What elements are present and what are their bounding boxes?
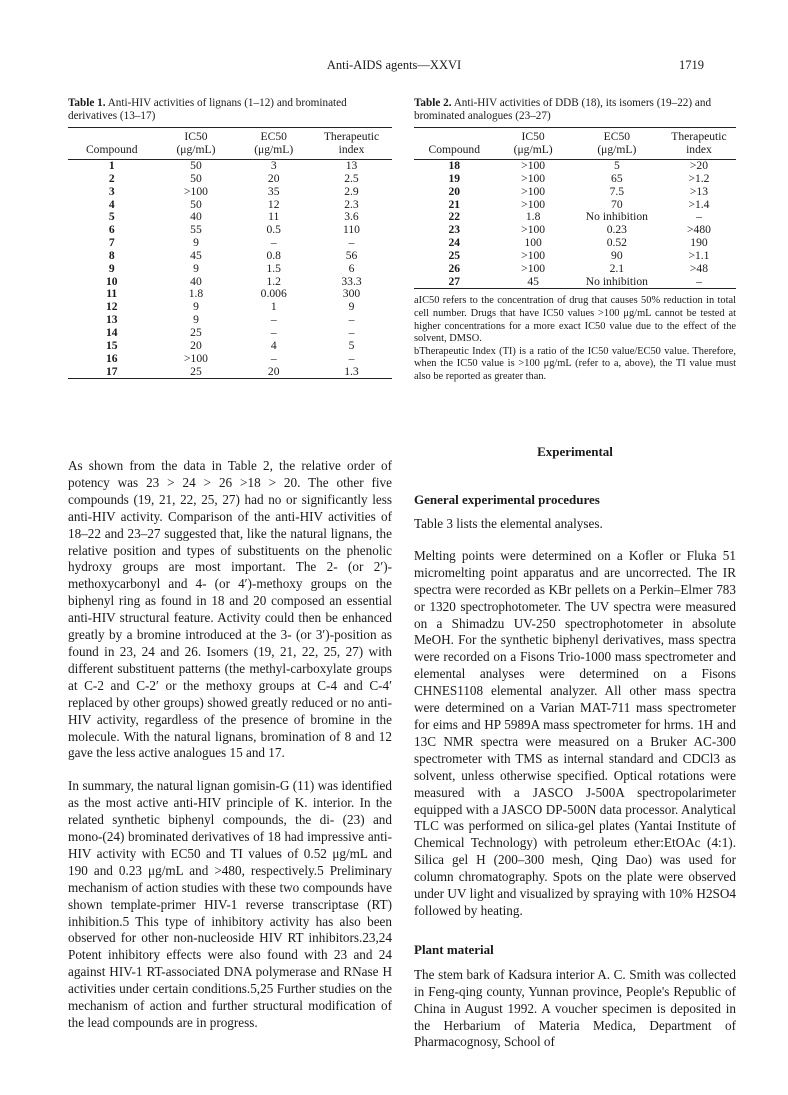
table1-row xyxy=(68,353,392,366)
table1-col-ti xyxy=(311,128,392,160)
table1-ti-cell: 1.3 xyxy=(344,364,359,378)
table1-caption-text: Anti-HIV activities of lignans (1–12) and brominated derivatives (13–17) xyxy=(68,97,347,122)
table1-ti-cell: 13 xyxy=(345,159,358,172)
table2-col-ec50-top: EC50 xyxy=(603,130,631,143)
table1-ti-cell: 300 xyxy=(342,287,361,301)
table2-ic50-cell: >100 xyxy=(521,261,546,275)
table1-ec50-cell: – xyxy=(270,325,277,339)
table2-ic50-cell: 45 xyxy=(527,274,539,288)
table2 xyxy=(414,127,736,289)
table2-ic50-cell: 1.8 xyxy=(525,210,541,224)
table1-compound-cell: 13 xyxy=(105,313,118,327)
table2-col-ti-top: Therapeutic xyxy=(671,130,727,143)
table2-col-ti-bottom: index xyxy=(686,143,712,156)
table1-ti-cell: – xyxy=(348,351,355,365)
table1-ec50-cell: 1 xyxy=(270,300,277,314)
table1-ic50-cell: 20 xyxy=(190,338,202,352)
table2-caption-text: Anti-HIV activities of DDB (18), its isomers (19–22) and brominated analogues (23–27) xyxy=(414,97,712,122)
table2-body xyxy=(414,160,736,289)
table1-ic50-cell: 40 xyxy=(190,274,202,288)
table1-compound-cell: 4 xyxy=(108,197,115,211)
table1-compound-cell: 15 xyxy=(105,338,118,352)
table2-ic50-cell: >100 xyxy=(521,184,546,198)
table2-header-row xyxy=(414,128,736,160)
table1-ec50-cell: 1.2 xyxy=(266,274,281,288)
table1-compound-cell: 17 xyxy=(105,364,118,378)
table1-col-ec50 xyxy=(236,128,311,160)
table1-ti-cell: 110 xyxy=(343,223,360,237)
table1-ec50-cell: – xyxy=(270,236,277,250)
table1-compound-cell: 12 xyxy=(105,300,118,314)
table1-ic50-cell: >100 xyxy=(184,184,208,198)
table1-ti-cell: 2.3 xyxy=(344,197,359,211)
table2-compound-cell: 18 xyxy=(448,159,461,172)
table2-col-compound: Compound xyxy=(428,143,481,156)
table2-row xyxy=(414,250,736,263)
table1-col-ic50 xyxy=(155,128,236,160)
table1-row xyxy=(68,237,392,250)
table1-ic50-cell: 1.8 xyxy=(188,287,204,301)
right-column-text xyxy=(414,444,736,1051)
table1-ic50-cell: 50 xyxy=(190,197,202,211)
table1-col-ec50-top: EC50 xyxy=(260,130,287,143)
table1-ti-cell: 2.5 xyxy=(344,171,359,185)
table1-compound-cell: 5 xyxy=(108,210,115,224)
table2-ic50-cell: >100 xyxy=(521,197,546,211)
table2-ec50-cell: 0.23 xyxy=(606,223,627,237)
table2-ti-cell: – xyxy=(696,274,702,288)
table1-col-compound: Compound xyxy=(85,143,138,156)
table1-ti-cell: 2.9 xyxy=(344,184,359,198)
table1-row xyxy=(68,173,392,186)
table2-compound-cell: 26 xyxy=(448,261,461,275)
table2-ic50-cell: >100 xyxy=(521,223,546,237)
plant-material-heading: Plant material xyxy=(414,941,494,957)
table1-ti-cell: 5 xyxy=(348,338,355,352)
table1-compound-cell: 1 xyxy=(108,159,115,172)
table1-col-ic50-unit: (μg/mL) xyxy=(176,143,216,156)
table1-ti-cell: – xyxy=(348,325,355,339)
table2-row xyxy=(414,237,736,250)
table2-ec50-cell: 7.5 xyxy=(609,184,625,198)
table2-footnotes xyxy=(414,295,736,383)
table2-caption-label: Table 2. xyxy=(414,97,452,109)
table2-row xyxy=(414,186,736,199)
right-paragraph-2: Melting points were determined on a Kofler or Fluka 51 micromelting point apparatus and are uncorrected. The IR spectra were recorded as KBr pellets on a Perkin–Elmer 783 or 1320 spectrophotometer. The UV spectra were measured on a Shimadzu UV-250 spectrophotometer in absolute MeOH. For the synthetic biphenyl derivatives, mass spectra were recorded on a Fisons Trio-1000 mass spectrometer and elemental analyses were determined on a Fisons CHNES1108 elemental analyzer. All other mass spectra were determined on a Varian MAT-711 mass spectrometer for eims and HP 5989A mass spectrometer for hrms. 1H and 13C NMR spectra were measured on a Bruker AC-300 spectrometer with TMS as internal standard and CDCl3 as solvent, unless otherwise specified. Optical rotations were measured with a JASCO J-500A spectropolarimeter equipped with a JASCO DP-500N data processor. Analytical TLC was performed on silica-gel plates (Yantai Institute of Chemical Technology) with petroleum ether:EtOAc (4:1). Silica gel H (200–300 mesh, Qing Dao) was used for column chromatography. Spots on the plate were observed under UV light and visualized by spraying with 10% H2SO4 followed by heating. xyxy=(414,547,736,918)
table1-compound-cell: 9 xyxy=(108,261,115,275)
table2-ti-cell: – xyxy=(696,210,702,224)
table1-ic50-cell: 9 xyxy=(193,313,199,327)
right-paragraph-1: Table 3 lists the elemental analyses. xyxy=(414,516,603,531)
table1-ti-cell: – xyxy=(348,313,355,327)
table2-col-ic50 xyxy=(495,128,572,160)
table2-ec50-cell: 0.52 xyxy=(606,236,627,250)
table2-compound-cell: 22 xyxy=(448,210,461,224)
table1-ec50-cell: 35 xyxy=(267,184,280,198)
table1-ic50-cell: 50 xyxy=(190,159,202,172)
table1-ti-cell: 33.3 xyxy=(341,274,362,288)
table1-ti-cell: 3.6 xyxy=(344,210,359,224)
table2-row xyxy=(414,160,736,173)
table2-compound-cell: 25 xyxy=(448,248,461,262)
table2-ti-cell: >48 xyxy=(689,261,709,275)
table2-ec50-cell: No inhibition xyxy=(585,210,648,224)
table2-row xyxy=(414,276,736,289)
table1-caption-label: Table 1. xyxy=(68,97,106,109)
table1-ec50-cell: 3 xyxy=(270,159,277,172)
table1-ti-cell: 56 xyxy=(345,248,358,262)
table2-compound-cell: 27 xyxy=(448,274,461,288)
table1-ic50-cell: 50 xyxy=(190,171,202,185)
table1-ti-cell: – xyxy=(348,236,355,250)
table1-col-ic50-top: IC50 xyxy=(184,130,208,143)
table1-ec50-cell: 12 xyxy=(267,197,280,211)
table2-ti-cell: 190 xyxy=(690,236,708,250)
table2-ic50-cell: >100 xyxy=(521,159,546,172)
table1-row xyxy=(68,366,392,379)
table1-ec50-cell: 20 xyxy=(267,364,280,378)
table2-ic50-cell: >100 xyxy=(521,171,546,185)
table2-compound-cell: 20 xyxy=(448,184,461,198)
table1-ec50-cell: 0.006 xyxy=(260,287,287,301)
table2-compound-cell: 21 xyxy=(448,197,461,211)
left-paragraph-2: In summary, the natural lignan gomisin-G (11) was identified as the most active anti-HIV principle of K. interior. In the related synthetic biphenyl compounds, the di- (23) and mono-(24) brominated derivatives of 18 had impressive anti-HIV activity with EC50 and TI values of 0.52 μg/mL and 190 and 0.23 μg/mL and >480, respectively.5 Preliminary mechanism of action studies with these two compounds have shown template-primer HIV-1 reverse transcriptase (RT) inhibition.5 This type of inhibitory activity has also been observed for other non-nucleoside HIV RT inhibitors.23,24 Potent inhibitory effects were also found with 23 and 24 against HIV-1 RT-associated DNA polymerase and RNase H activities under certain conditions.5,25 Further studies on the mechanism of action and further structural modification of the lead compounds are in progress. xyxy=(68,778,392,1030)
table2-ec50-cell: 70 xyxy=(611,197,623,211)
table1-caption xyxy=(68,97,392,123)
table1-ic50-cell: 9 xyxy=(193,300,199,314)
table2-col-ti xyxy=(662,128,736,160)
table2-row xyxy=(414,263,736,276)
table2-row xyxy=(414,173,736,186)
table1-ic50-cell: 40 xyxy=(190,210,202,224)
table2-row xyxy=(414,224,736,237)
table1-row xyxy=(68,250,392,263)
left-column-text xyxy=(68,458,392,1032)
table1-header-row xyxy=(68,128,392,160)
table1-compound-cell: 7 xyxy=(108,236,115,250)
table2-ti-cell: >1.2 xyxy=(688,171,710,185)
table1-ic50-cell: 25 xyxy=(190,364,202,378)
table1-ic50-cell: 9 xyxy=(193,236,199,250)
table1-ic50-cell: 55 xyxy=(190,223,202,237)
table2-col-ec50-unit: (μg/mL) xyxy=(597,143,637,156)
table1-row xyxy=(68,340,392,353)
table2-ec50-cell: 5 xyxy=(613,159,620,172)
running-title: Anti-AIDS agents—XXVI xyxy=(326,58,462,72)
page-header xyxy=(0,58,788,78)
table1-compound-cell: 3 xyxy=(108,184,115,198)
table1-ic50-cell: 45 xyxy=(190,248,202,262)
table2-ec50-cell: 2.1 xyxy=(609,261,625,275)
table2-ec50-cell: 65 xyxy=(611,171,623,185)
table2-ti-cell: >480 xyxy=(686,223,711,237)
table2-ti-cell: >20 xyxy=(689,159,709,172)
table1-ec50-cell: – xyxy=(270,351,277,365)
table1-ec50-cell: 4 xyxy=(270,338,277,352)
table1 xyxy=(68,127,392,379)
table1-ic50-cell: 25 xyxy=(190,325,202,339)
table1-ic50-cell: 9 xyxy=(193,261,199,275)
table2-ec50-cell: No inhibition xyxy=(585,274,648,288)
table2-row xyxy=(414,199,736,212)
table2-ti-cell: >1.1 xyxy=(688,248,710,262)
table1-col-ec50-unit: (μg/mL) xyxy=(254,143,294,156)
table2-col-ec50 xyxy=(572,128,662,160)
table1-row xyxy=(68,186,392,199)
table2-ic50-cell: >100 xyxy=(521,248,546,262)
table1-compound-cell: 11 xyxy=(106,287,118,301)
table1-ic50-cell: >100 xyxy=(184,351,208,365)
table1-ti-cell: 9 xyxy=(348,300,355,314)
table1-ec50-cell: 20 xyxy=(267,171,280,185)
table1-col-ti-top: Therapeutic xyxy=(323,130,380,143)
left-paragraph-1: As shown from the data in Table 2, the relative order of potency was 23 > 24 > 26 >18 > 20. The other five compounds (19, 21, 22, 25, 27) had no or significantly less anti-HIV activity. Comparison of the anti-HIV activities of 18–22 and 23–27 suggested that, like the natural lignans, the relative position and types of substituents on the phenolic hydroxy groups are most important. The 2- (or 2′)-methoxycarbonyl and 4- (or 4′)-methoxy groups on the biphenyl ring as found in 18 and 20 composed an essential anti-HIV structural feature. Activity could then be enhanced greatly by a bromine introduced at the 3- (or 3′)-position as found in 23, 24 and 26. Isomers (19, 21, 22, 25, 27) with different substituent patterns (the methyl-carboxylate groups at C-2 and C-2′ or the methoxy groups at C-4 and C-4′ replaced by other groups) showed greatly reduced or no anti-HIV activity, regardless of the presence of bromine in the molecule. With the natural lignans, bromination of 8 and 12 gave the less active analogues 15 and 17. xyxy=(68,458,392,761)
table2-footnote-a: aIC50 refers to the concentration of drug that causes 50% reduction in total cell number. Drugs that have IC50 values >100 μg/mL cannot be tested at higher concentrations for a more exact IC50 value due to the effect of the solvent, DMSO. xyxy=(414,295,736,345)
table1-block xyxy=(68,97,392,379)
table2-ec50-cell: 90 xyxy=(611,248,623,262)
table1-compound-cell: 2 xyxy=(108,171,115,185)
table1-row xyxy=(68,160,392,173)
table2-block xyxy=(414,97,736,384)
table1-compound-cell: 8 xyxy=(108,248,115,262)
table1-col-ti-bottom: index xyxy=(338,143,365,156)
table1-body xyxy=(68,160,392,379)
table1-row xyxy=(68,263,392,276)
table1-ec50-cell: 1.5 xyxy=(266,261,281,275)
table2-ti-cell: >13 xyxy=(689,184,709,198)
table1-ti-cell: 6 xyxy=(348,261,355,275)
table2-col-ic50-top: IC50 xyxy=(521,130,545,143)
page-number: 1719 xyxy=(679,58,704,72)
table2-footnote-b: bTherapeutic Index (TI) is a ratio of the IC50 value/EC50 value. Therefore, when the IC50 value is >100 μg/mL (refer to a, above), the TI value must also be reported as greater than. xyxy=(414,345,736,382)
table2-ic50-cell: 100 xyxy=(524,236,542,250)
table2-compound-cell: 24 xyxy=(448,236,461,250)
table1-compound-cell: 10 xyxy=(105,274,118,288)
table1-ec50-cell: 0.8 xyxy=(266,248,281,262)
right-paragraph-3: The stem bark of Kadsura interior A. C. Smith was collected in Feng-qing county, Yunnan province, People's Republic of China in August 1992. A voucher specimen is deposited in the Herbarium of Materia Medica, Department of Pharmacognosy, School of xyxy=(414,966,736,1050)
table1-compound-cell: 6 xyxy=(108,223,115,237)
table1-ec50-cell: 0.5 xyxy=(266,223,281,237)
table1-row xyxy=(68,224,392,237)
table1-ec50-cell: 11 xyxy=(268,210,280,224)
table2-col-ic50-unit: (μg/mL) xyxy=(513,143,553,156)
table2-compound-cell: 19 xyxy=(448,171,461,185)
table1-compound-cell: 16 xyxy=(105,351,118,365)
table1-row xyxy=(68,327,392,340)
table2-ti-cell: >1.4 xyxy=(688,197,710,211)
table1-compound-cell: 14 xyxy=(105,325,118,339)
experimental-heading: Experimental xyxy=(537,444,613,459)
table2-caption xyxy=(414,97,736,123)
general-procedures-heading: General experimental procedures xyxy=(414,492,600,507)
table2-compound-cell: 23 xyxy=(448,223,461,237)
table1-ec50-cell: – xyxy=(270,313,277,327)
